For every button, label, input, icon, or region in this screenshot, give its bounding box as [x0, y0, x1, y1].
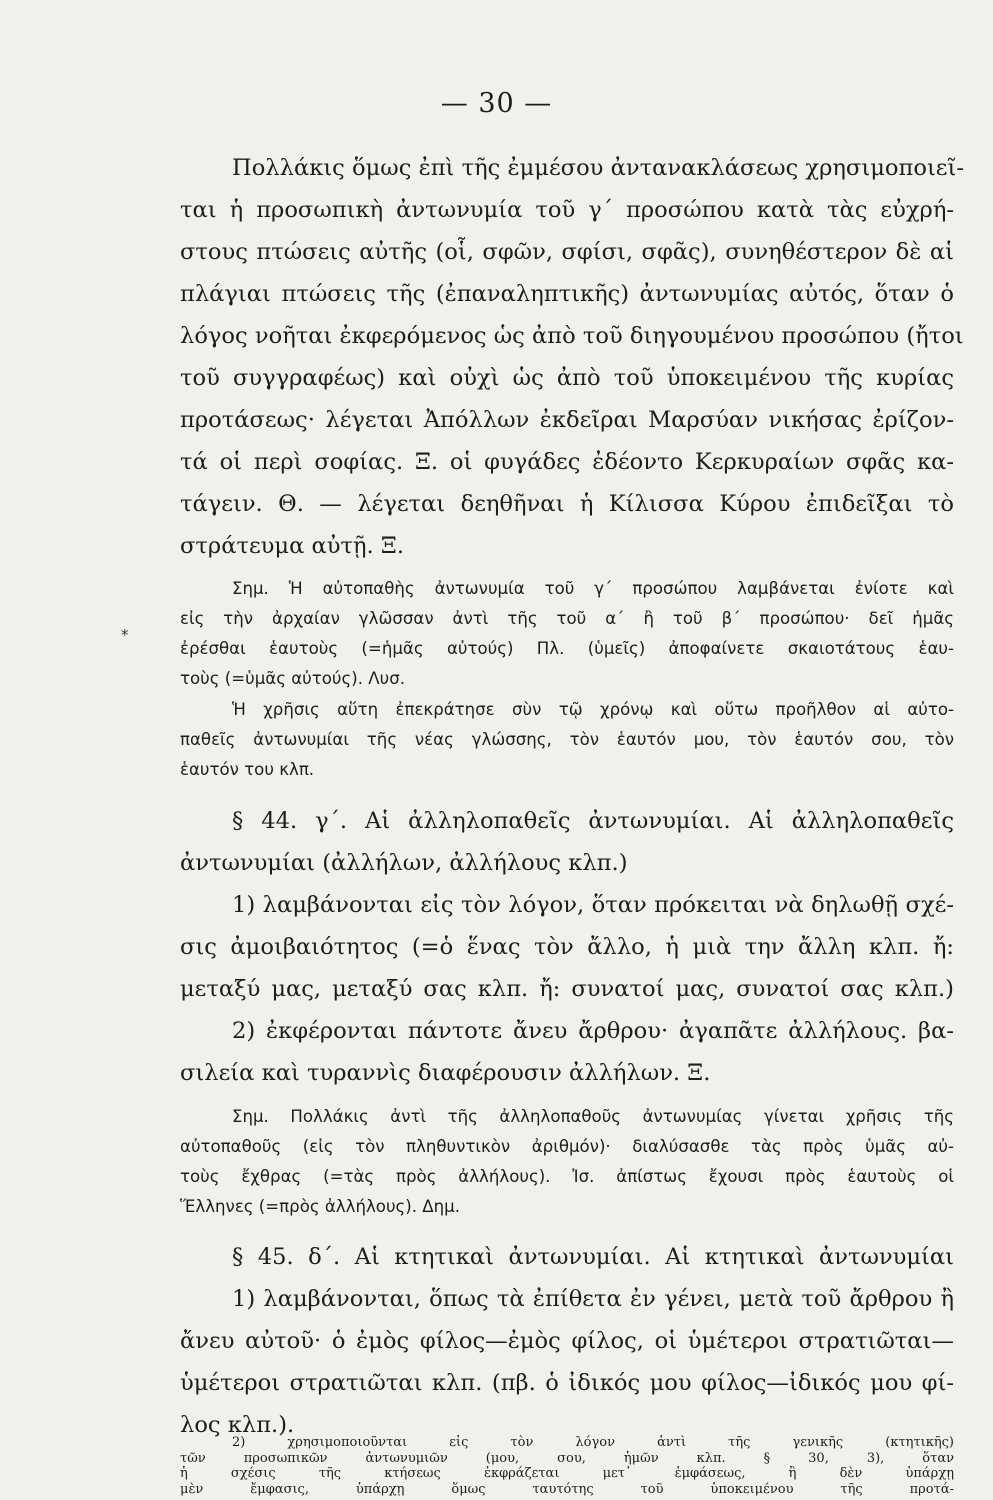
text-line: τάγειν. Θ. — λέγεται δεηθῆναι ἡ Κίλισσα Κύρου ἐπιδεῖξαι τὸ: [180, 491, 954, 517]
note-line: τοὺς (=ὑμᾶς αὐτούς). Λυσ.: [180, 669, 406, 688]
note-line: Ἕλληνες (=πρὸς ἀλλήλους). Δημ.: [180, 1197, 461, 1216]
page-number: — 30 —: [440, 88, 553, 119]
text-line: μὲν ἔμφασις, ὑπάρχῃ ὅμως ταυτότης τοῦ ὑποκειμένου τῆς προτά-: [180, 1481, 954, 1497]
text-line: ὑμέτεροι στρατιῶται κλπ. (πβ. ὁ ἰδικός μου φίλος—ἰδικός μου φί-: [180, 1370, 954, 1396]
text-line: ἄνευ αὐτοῦ· ὁ ἐμὸς φίλος—ἐμὸς φίλος, οἱ ὑμέτεροι στρατιῶται—: [180, 1328, 954, 1354]
section-heading-44: § 44. γ΄. Αἱ ἀλληλοπαθεῖς ἀντωνυμίαι. Αἱ ἀλληλοπαθεῖς: [232, 808, 954, 834]
text-line: 2) χρησιμοποιοῦνται εἰς τὸν λόγον ἀντὶ τῆς γενικῆς (κτητικῆς): [232, 1435, 954, 1450]
section-heading-45: § 45. δ΄. Αἱ κτητικαὶ ἀντωνυμίαι. Αἱ κτητικαὶ ἀντωνυμίαι: [232, 1244, 954, 1270]
note-line: τοὺς ἔχθρας (=τὰς πρὸς ἀλλήλους). Ἰσ. ἀπίστως ἔχουσι πρὸς ἑαυτοὺς οἱ: [180, 1167, 954, 1186]
text-line: ἀντωνυμίαι (ἀλλήλων, ἀλλήλους κλπ.): [180, 850, 628, 876]
text-line: τῶν προσωπικῶν ἀντωνυμιῶν (μου, σου, ἡμῶν κλπ. § 30, 3), ὅταν: [180, 1450, 954, 1466]
text-line: προτάσεως· λέγεται Ἀπόλλων ἐκδεῖραι Μαρσύαν νικήσας ἐρίζον-: [180, 407, 954, 433]
text-line: στους πτώσεις αὐτῆς (οἷ, σφῶν, σφίσι, σφᾶς), συνηθέστερον δὲ αἱ: [180, 239, 954, 265]
text-line: σις ἀμοιβαιότητος (=ὁ ἕνας τὸν ἄλλο, ἡ μιὰ την ἄλλη κλπ. ἤ:: [180, 934, 954, 960]
note-line: εἰς τὴν ἀρχαίαν γλῶσσαν ἀντὶ τῆς τοῦ α΄ ἢ τοῦ β΄ προσώπου· δεῖ ἡμᾶς: [180, 609, 954, 628]
note-line: Σημ. Ἡ αὐτοπαθὴς ἀντωνυμία τοῦ γ΄ προσώπου λαμβάνεται ἐνίοτε καὶ: [232, 579, 954, 598]
text-line: τά οἱ περὶ σοφίας. Ξ. οἱ φυγάδες ἐδέοντο Κερκυραίων σφᾶς κα-: [180, 449, 954, 475]
text-line: μεταξύ μας, μεταξύ σας κλπ. ἤ: συνατοί μας, συνατοί σας κλπ.): [180, 976, 954, 1002]
note-line: ἑαυτόν του κλπ.: [180, 760, 315, 779]
text-line: στράτευμα αὐτῇ. Ξ.: [180, 533, 404, 559]
text-line: λόγος νοῆται ἐκφερόμενος ὡς ἀπὸ τοῦ διηγουμένου προσώπου (ἤτοι: [180, 323, 964, 349]
note-line: Ἡ χρῆσις αὕτη ἐπεκράτησε σὺν τῷ χρόνῳ καὶ οὕτω προῆλθον αἱ αὐτο-: [232, 700, 954, 719]
text-line: τοῦ συγγραφέως) καὶ οὐχὶ ὡς ἀπὸ τοῦ ὑποκειμένου τῆς κυρίας: [180, 365, 954, 391]
note-line: αὐτοπαθοῦς (εἰς τὸν πληθυντικὸν ἀριθμόν)· διαλύσασθε τὰς πρὸς ὑμᾶς αὐ-: [180, 1137, 954, 1156]
text-line: ἡ σχέσις τῆς κτήσεως ἐκφράζεται μετ᾿ ἐμφάσεως, ἢ δὲν ὑπάρχῃ: [180, 1466, 954, 1481]
note-line: Σημ. Πολλάκις ἀντὶ τῆς ἀλληλοπαθοῦς ἀντωνυμίας γίνεται χρῆσις τῆς: [232, 1107, 954, 1126]
text-line: 1) λαμβάνονται εἰς τὸν λόγον, ὅταν πρόκειται νὰ δηλωθῇ σχέ-: [232, 892, 954, 918]
text-line: ται ἡ προσωπικὴ ἀντωνυμία τοῦ γ΄ προσώπου κατὰ τὰς εὐχρή-: [180, 197, 954, 223]
margin-mark: *: [121, 626, 129, 644]
text-line: Πολλάκις ὅμως ἐπὶ τῆς ἐμμέσου ἀντανακλάσεως χρησιμοποιεῖ-: [232, 155, 965, 181]
text-line: λος κλπ.).: [180, 1412, 295, 1438]
text-line: 2) ἐκφέρονται πάντοτε ἄνευ ἄρθρου· ἀγαπᾶτε ἀλλήλους. βα-: [232, 1018, 954, 1044]
text-line: 1) λαμβάνονται, ὅπως τὰ ἐπίθετα ἐν γένει, μετὰ τοῦ ἄρθρου ἢ: [232, 1286, 954, 1312]
text-line: πλάγιαι πτώσεις τῆς (ἐπαναληπτικῆς) ἀντωνυμίας αὐτός, ὅταν ὁ: [180, 281, 954, 307]
text-line: σιλεία καὶ τυραννὶς διαφέρουσιν ἀλλήλων. Ξ.: [180, 1060, 711, 1086]
note-line: ἐρέσθαι ἑαυτοὺς (=ἡμᾶς αὐτούς) Πλ. (ὑμεῖς) ἀποφαίνετε σκαιοτάτους ἑαυ-: [180, 639, 954, 658]
note-line: παθεῖς ἀντωνυμίαι τῆς νέας γλώσσης, τὸν ἑαυτόν μου, τὸν ἑαυτόν σου, τὸν: [180, 730, 954, 749]
